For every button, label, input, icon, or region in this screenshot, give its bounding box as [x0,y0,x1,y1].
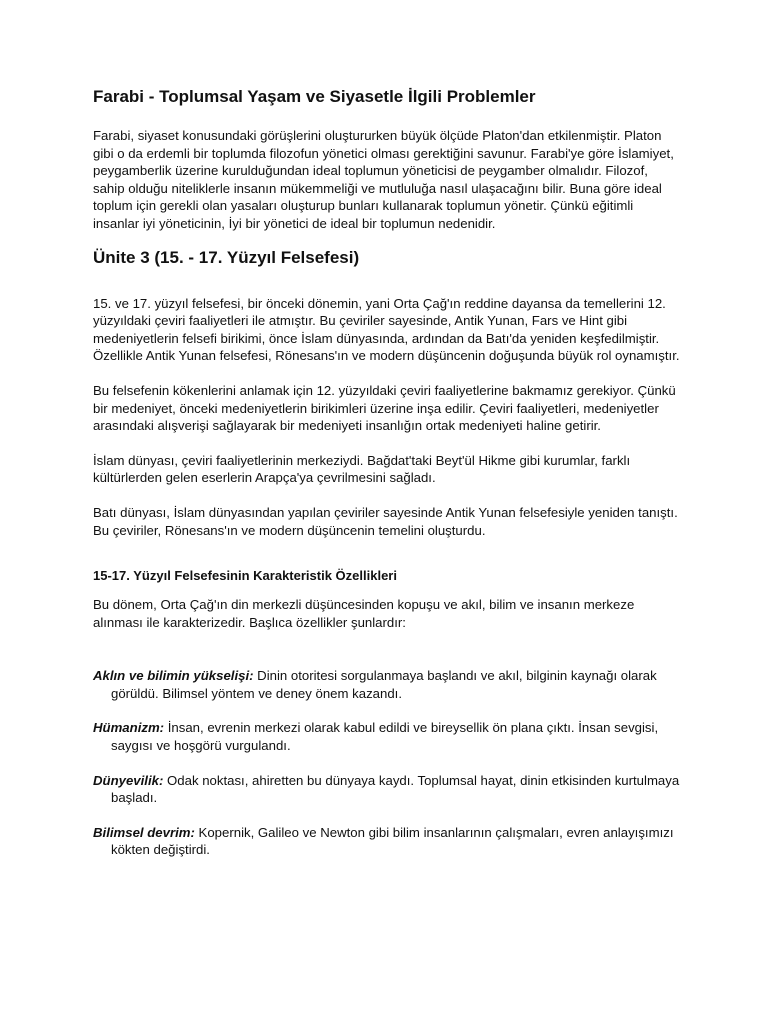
unit3-paragraph-3: İslam dünyası, çeviri faaliyetlerinin merkeziydi. Bağdat'taki Beyt'ül Hikme gibi kurumlar, farklı kültürlerden gelen eserlerin Arapça'ya çevrilmesini sağladı. [93,452,631,486]
feature-term: Hümanizm: [93,720,165,736]
list-item [93,824,683,859]
list-item [93,667,683,702]
feature-text: İnsan, evrenin merkezi olarak kabul edildi ve bireysellik ön plana çıktı. İnsan sevgisi, saygısı ve hoşgörü vurgulandı. [111,720,659,754]
unit3-paragraph-1: 15. ve 17. yüzyıl felsefesi, bir önceki dönemin, yani Orta Çağ'ın reddine dayansa da temellerini 12. yüzyıldaki çeviri faaliyetleri ile atmıştır. Bu çeviriler sayesinde, Antik Yunan, Fars ve Hint gibi medeniyetlerin felsefi birikimi, önce İslam dünyasında, ardından da Batı'da yeniden keşfedilmiştir. Özellikle Antik Yunan felsefesi, Rönesans'ın ve modern düşüncenin doğuşunda büyük rol oynamıştır. [93,295,680,364]
unit3-paragraph-4: Batı dünyası, İslam dünyasından yapılan çeviriler sayesinde Antik Yunan felsefesiyle yeniden tanıştı. Bu çeviriler, Rönesans'ın ve modern düşüncenin temelini oluşturdu. [93,504,678,538]
feature-text: Dinin otoritesi sorgulanmaya başlandı ve akıl, bilginin kaynağı olarak görüldü. Bilimsel yöntem ve deney önem kazandı. [111,668,657,701]
farabi-heading: Farabi - Toplumsal Yaşam ve Siyasetle İlgili Problemler [93,87,536,106]
feature-term: Aklın ve bilimin yükselişi: [93,668,254,684]
feature-term: Bilimsel devrim: [93,824,195,840]
list-item [93,772,683,807]
feature-term: Dünyevilik: [93,772,164,788]
unit3-heading: Ünite 3 (15. - 17. Yüzyıl Felsefesi) [93,247,360,267]
feature-text: Kopernik, Galileo ve Newton gibi bilim insanlarının çalışmaları, evren anlayışımızı kökten değiştirdi. [111,824,674,858]
unit3-paragraph-2: Bu felsefenin kökenlerini anlamak için 12. yüzyıldaki çeviri faaliyetlerine bakmamız gerekiyor. Çünkü bir medeniyet, önceki medeniyetlerin birikimleri üzerine inşa edilir. Çeviri faaliyetleri, medeniyetler arasındaki alışverişi sağlayarak bir medeniyeti insanlığın ortak medeniyeti haline getirir. [93,382,676,434]
feature-text: Odak noktası, ahiretten bu dünyaya kaydı. Toplumsal hayat, dinin etkisinden kurtulmaya başladı. [111,772,680,806]
farabi-paragraph: Farabi, siyaset konusundaki görüşlerini oluştururken büyük ölçüde Platon'dan etkilenmiştir. Platon gibi o da erdemli bir toplumda filozofun yönetici olması gerektiğini savunur. Farabi'ye göre İslamiyet, peygamberlik üzerine kurulduğundan ideal toplumun yöneticisi de peygamber olmalıdır. Filozof, sahip olduğu niteliklerle insanın mükemmeliği ve mutluluğa nasıl ulaşacağını bilir. Buna göre ideal toplum için gerekli olan yasaları oluşturup bunları kullanarak toplumun yönetir. Çünkü eğitimli insanlar iyi yöneticinin, İyi bir yönetici de ideal bir toplumun nedenidir. [93,128,674,231]
list-item [93,719,683,754]
document-page [93,86,683,859]
characteristics-list [93,667,683,859]
characteristics-intro: Bu dönem, Orta Çağ'ın din merkezli düşüncesinden kopuşu ve akıl, bilim ve insanın merkeze alınması ile karakterizedir. Başlıca özellikler şunlardır: [93,597,635,630]
characteristics-heading: 15-17. Yüzyıl Felsefesinin Karakteristik Özellikleri [93,568,397,584]
